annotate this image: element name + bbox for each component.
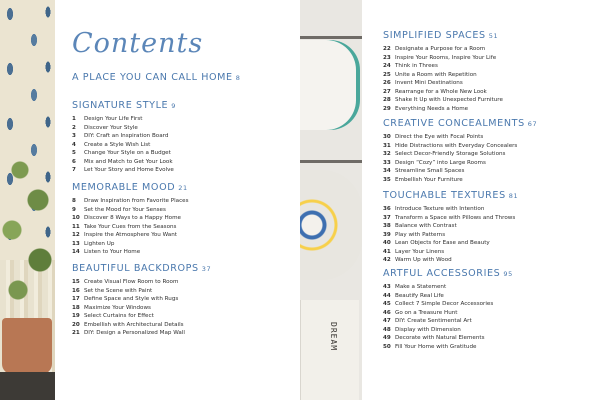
entry-title: Decorate with Natural Elements bbox=[395, 335, 485, 341]
section-heading-page: 21 bbox=[178, 184, 188, 192]
entry-title: Play with Patterns bbox=[395, 231, 446, 238]
entry-title: Designate a Purpose for a Room bbox=[395, 46, 486, 52]
entry-title: Display with Dimension bbox=[395, 326, 461, 333]
entry-title: Set the Scene with Paint bbox=[84, 287, 153, 294]
entry-number: 32 bbox=[383, 151, 391, 157]
entry-title: Discover Your Style bbox=[84, 124, 138, 131]
entry-number: 13 bbox=[72, 240, 80, 247]
entry-number: 17 bbox=[72, 296, 80, 302]
entry-number: 4 bbox=[72, 141, 76, 148]
entry-title: Introduce Texture with Intention bbox=[395, 206, 485, 212]
entry-title: Lighten Up bbox=[84, 240, 115, 247]
entry-number: 10 bbox=[72, 215, 80, 221]
entry-number: 18 bbox=[72, 304, 80, 311]
entry-number: 14 bbox=[72, 249, 80, 255]
decor-photo-left bbox=[0, 0, 55, 400]
toc-entry[interactable] bbox=[72, 287, 185, 296]
entry-title: DIY: Craft an Inspiration Board bbox=[84, 133, 169, 139]
toc-entry[interactable] bbox=[383, 62, 503, 71]
entry-title: Select Curtains for Effect bbox=[84, 313, 154, 319]
entry-list bbox=[383, 45, 503, 113]
toc-entry[interactable] bbox=[383, 239, 515, 248]
toc-entry[interactable] bbox=[383, 167, 517, 176]
section-heading-page: 37 bbox=[201, 265, 212, 273]
entry-title: Design “Cozy” into Large Rooms bbox=[395, 159, 486, 166]
entry-title: Create a Style Wish List bbox=[84, 141, 151, 148]
toc-entry[interactable] bbox=[72, 197, 189, 206]
entry-list bbox=[72, 197, 189, 257]
section-heading[interactable] bbox=[72, 182, 188, 193]
section-heading-label: SIMPLIFIED SPACES bbox=[383, 30, 486, 41]
toc-entry[interactable] bbox=[383, 71, 503, 80]
entry-title: Inspire Your Rooms, Inspire Your Life bbox=[395, 54, 497, 61]
entry-list bbox=[383, 205, 515, 265]
entry-number: 49 bbox=[383, 335, 391, 341]
toc-entry[interactable] bbox=[383, 105, 503, 114]
section-heading-label: CREATIVE CONCEALMENTS bbox=[383, 118, 525, 129]
toc-entry[interactable] bbox=[72, 278, 185, 287]
toc-entry[interactable] bbox=[383, 231, 515, 240]
entry-title: Collect 7 Simple Decor Accessories bbox=[395, 301, 494, 307]
entry-number: 44 bbox=[383, 292, 391, 299]
section-heading-page: 9 bbox=[171, 102, 176, 110]
section-heading-page: 67 bbox=[527, 120, 538, 128]
entry-number: 36 bbox=[383, 206, 391, 212]
entry-list bbox=[383, 283, 493, 351]
page-title: Contents bbox=[72, 28, 204, 59]
entry-number: 42 bbox=[383, 257, 391, 263]
toc-entry[interactable] bbox=[383, 309, 493, 318]
mug-lettering: DREAM bbox=[329, 322, 338, 352]
entry-number: 27 bbox=[383, 88, 391, 95]
entry-title: Balance with Contrast bbox=[395, 223, 457, 229]
entry-list bbox=[72, 278, 185, 338]
entry-number: 6 bbox=[72, 158, 76, 165]
toc-entry[interactable] bbox=[383, 256, 515, 265]
toc-entry[interactable] bbox=[383, 176, 517, 185]
entry-title: Unite a Room with Repetition bbox=[395, 71, 477, 78]
entry-title: Streamline Small Spaces bbox=[395, 168, 465, 174]
entry-number: 35 bbox=[383, 176, 391, 183]
toc-entry[interactable] bbox=[72, 321, 185, 330]
entry-title: Rearrange for a Whole New Look bbox=[395, 88, 487, 95]
toc-entry[interactable] bbox=[72, 304, 185, 313]
decor-photo-center bbox=[300, 0, 362, 400]
shelf-rail bbox=[300, 36, 362, 39]
entry-number: 19 bbox=[72, 313, 80, 319]
entry-number: 34 bbox=[383, 168, 391, 174]
section-heading[interactable] bbox=[383, 268, 513, 279]
entry-title: Mix and Match to Get Your Look bbox=[84, 158, 173, 165]
entry-number: 40 bbox=[383, 240, 391, 246]
toc-entry[interactable] bbox=[383, 96, 503, 105]
toc-entry[interactable] bbox=[72, 312, 185, 321]
lead-heading-label: A PLACE YOU CAN CALL HOME bbox=[72, 72, 233, 83]
entry-number: 11 bbox=[72, 223, 80, 230]
section-heading-label: MEMORABLE MOOD bbox=[72, 182, 176, 193]
entry-number: 8 bbox=[72, 198, 76, 204]
toc-entry[interactable] bbox=[72, 141, 174, 150]
entry-number: 48 bbox=[383, 326, 391, 333]
entry-number: 39 bbox=[383, 231, 391, 238]
section-heading-page: 95 bbox=[503, 270, 513, 278]
toc-entry[interactable] bbox=[383, 214, 515, 223]
entry-title: Draw Inspiration from Favorite Places bbox=[84, 198, 189, 204]
entry-title: Select Decor-Friendly Storage Solutions bbox=[395, 151, 506, 157]
toc-entry[interactable] bbox=[72, 223, 189, 232]
entry-number: 25 bbox=[383, 71, 391, 78]
toc-entry[interactable] bbox=[383, 54, 503, 63]
entry-number: 3 bbox=[72, 133, 76, 139]
toc-entry[interactable] bbox=[383, 142, 517, 151]
toc-entry[interactable] bbox=[72, 115, 174, 124]
entry-number: 21 bbox=[72, 330, 80, 336]
lead-heading-page: 8 bbox=[235, 74, 241, 82]
toc-entry[interactable] bbox=[383, 133, 517, 142]
entry-number: 23 bbox=[383, 54, 391, 61]
entry-title: Invent Mini Destinations bbox=[395, 80, 463, 86]
entry-number: 33 bbox=[383, 159, 391, 166]
entry-number: 45 bbox=[383, 301, 391, 307]
entry-title: Make a Statement bbox=[395, 284, 447, 290]
entry-title: Direct the Eye with Focal Points bbox=[395, 134, 484, 140]
toc-entry[interactable] bbox=[72, 158, 174, 167]
toc-entry[interactable] bbox=[72, 231, 189, 240]
entry-number: 2 bbox=[72, 124, 76, 131]
entry-title: Let Your Story and Home Evolve bbox=[84, 167, 174, 173]
entry-title: Fill Your Home with Gratitude bbox=[395, 343, 477, 350]
entry-number: 37 bbox=[383, 214, 391, 221]
white-bowl bbox=[300, 40, 360, 130]
lead-heading[interactable] bbox=[72, 72, 240, 83]
entry-title: Maximize Your Windows bbox=[84, 304, 151, 311]
side-table bbox=[0, 372, 55, 400]
section-heading[interactable] bbox=[383, 118, 537, 129]
toc-entry[interactable] bbox=[383, 88, 503, 97]
toc-entry[interactable] bbox=[72, 124, 174, 133]
entry-number: 29 bbox=[383, 105, 391, 112]
entry-number: 22 bbox=[383, 46, 391, 52]
entry-title: Layer Your Linens bbox=[395, 248, 445, 255]
toc-entry[interactable] bbox=[72, 248, 189, 257]
toc-entry[interactable] bbox=[383, 159, 517, 168]
entry-number: 30 bbox=[383, 134, 391, 140]
toc-entry[interactable] bbox=[383, 205, 515, 214]
toc-entry[interactable] bbox=[72, 240, 189, 249]
section-heading-page: 51 bbox=[488, 32, 499, 40]
section-heading[interactable] bbox=[72, 100, 176, 111]
toc-entry[interactable] bbox=[72, 166, 174, 175]
entry-title: Go on a Treasure Hunt bbox=[395, 309, 458, 316]
entry-title: Create Visual Flow Room to Room bbox=[84, 279, 179, 285]
entry-title: Warm Up with Wood bbox=[395, 257, 452, 263]
entry-title: DIY: Create Sentimental Art bbox=[395, 318, 472, 324]
section-heading-page: 81 bbox=[508, 192, 519, 200]
entry-number: 43 bbox=[383, 284, 391, 290]
entry-title: Listen to Your Home bbox=[84, 249, 141, 255]
entry-list bbox=[383, 133, 517, 184]
toc-entry[interactable] bbox=[383, 79, 503, 88]
toc-entry[interactable] bbox=[383, 334, 493, 343]
entry-number: 12 bbox=[72, 232, 80, 238]
entry-number: 9 bbox=[72, 206, 76, 213]
entry-number: 47 bbox=[383, 318, 391, 324]
toc-entry[interactable] bbox=[383, 150, 517, 159]
entry-title: Design Your Life First bbox=[84, 116, 143, 122]
toc-entry[interactable] bbox=[72, 132, 174, 141]
entry-number: 46 bbox=[383, 309, 391, 316]
entry-number: 1 bbox=[72, 116, 76, 122]
toc-entry[interactable] bbox=[383, 300, 493, 309]
entry-title: Everything Needs a Home bbox=[395, 105, 469, 112]
entry-title: Change Your Style on a Budget bbox=[84, 150, 171, 156]
entry-number: 41 bbox=[383, 248, 391, 255]
toc-entry[interactable] bbox=[383, 248, 515, 257]
toc-entry[interactable] bbox=[383, 45, 503, 54]
entry-number: 5 bbox=[72, 150, 76, 156]
entry-number: 16 bbox=[72, 287, 80, 294]
section-heading[interactable] bbox=[72, 263, 211, 274]
entry-title: Embellish with Architectural Details bbox=[84, 321, 184, 328]
section-heading-label: ARTFUL ACCESSORIES bbox=[383, 268, 501, 279]
entry-title: Beautify Real Life bbox=[395, 292, 444, 299]
entry-title: Set the Mood for Your Senses bbox=[84, 206, 166, 213]
toc-entry[interactable] bbox=[72, 214, 189, 223]
section-heading-label: BEAUTIFUL BACKDROPS bbox=[72, 263, 199, 274]
entry-number: 15 bbox=[72, 279, 80, 285]
entry-title: Define Space and Style with Rugs bbox=[84, 296, 179, 302]
section-heading-label: SIGNATURE STYLE bbox=[72, 100, 169, 111]
entry-number: 20 bbox=[72, 321, 80, 328]
entry-title: Embellish Your Furniture bbox=[395, 176, 463, 183]
entry-number: 7 bbox=[72, 167, 76, 173]
section-heading-label: TOUCHABLE TEXTURES bbox=[383, 190, 506, 201]
section-heading[interactable] bbox=[383, 190, 518, 201]
entry-title: Shake It Up with Unexpected Furniture bbox=[395, 97, 503, 103]
toc-entry[interactable] bbox=[72, 329, 185, 338]
toc-entry[interactable] bbox=[383, 292, 493, 301]
entry-title: Think in Threes bbox=[395, 63, 438, 69]
plant-foliage bbox=[0, 140, 55, 330]
entry-title: Transform a Space with Pillows and Throws bbox=[395, 214, 516, 221]
toc-entry[interactable] bbox=[383, 283, 493, 292]
entry-title: DIY: Design a Personalized Map Wall bbox=[84, 330, 185, 336]
entry-number: 26 bbox=[383, 80, 391, 86]
toc-entry[interactable] bbox=[72, 206, 189, 215]
toc-entry[interactable] bbox=[383, 317, 493, 326]
toc-entry[interactable] bbox=[383, 343, 493, 352]
entry-number: 38 bbox=[383, 223, 391, 229]
entry-number: 31 bbox=[383, 142, 391, 149]
toc-entry[interactable] bbox=[72, 149, 174, 158]
entry-title: Lean Objects for Ease and Beauty bbox=[395, 240, 490, 246]
toc-entry[interactable] bbox=[72, 295, 185, 304]
entry-title: Hide Distractions with Everyday Concealers bbox=[395, 142, 518, 149]
terracotta-pot bbox=[2, 318, 52, 374]
entry-number: 28 bbox=[383, 97, 391, 103]
entry-title: Inspire the Atmosphere You Want bbox=[84, 232, 177, 238]
section-heading[interactable] bbox=[383, 30, 498, 41]
entry-title: Take Your Cues from the Seasons bbox=[84, 223, 177, 230]
entry-list bbox=[72, 115, 174, 175]
toc-entry[interactable] bbox=[383, 326, 493, 335]
entry-number: 24 bbox=[383, 63, 391, 69]
entry-number: 50 bbox=[383, 343, 391, 350]
entry-title: Discover 8 Ways to a Happy Home bbox=[84, 215, 181, 221]
patterned-bowl bbox=[300, 170, 362, 280]
shelf-rail bbox=[300, 160, 362, 163]
toc-entry[interactable] bbox=[383, 222, 515, 231]
